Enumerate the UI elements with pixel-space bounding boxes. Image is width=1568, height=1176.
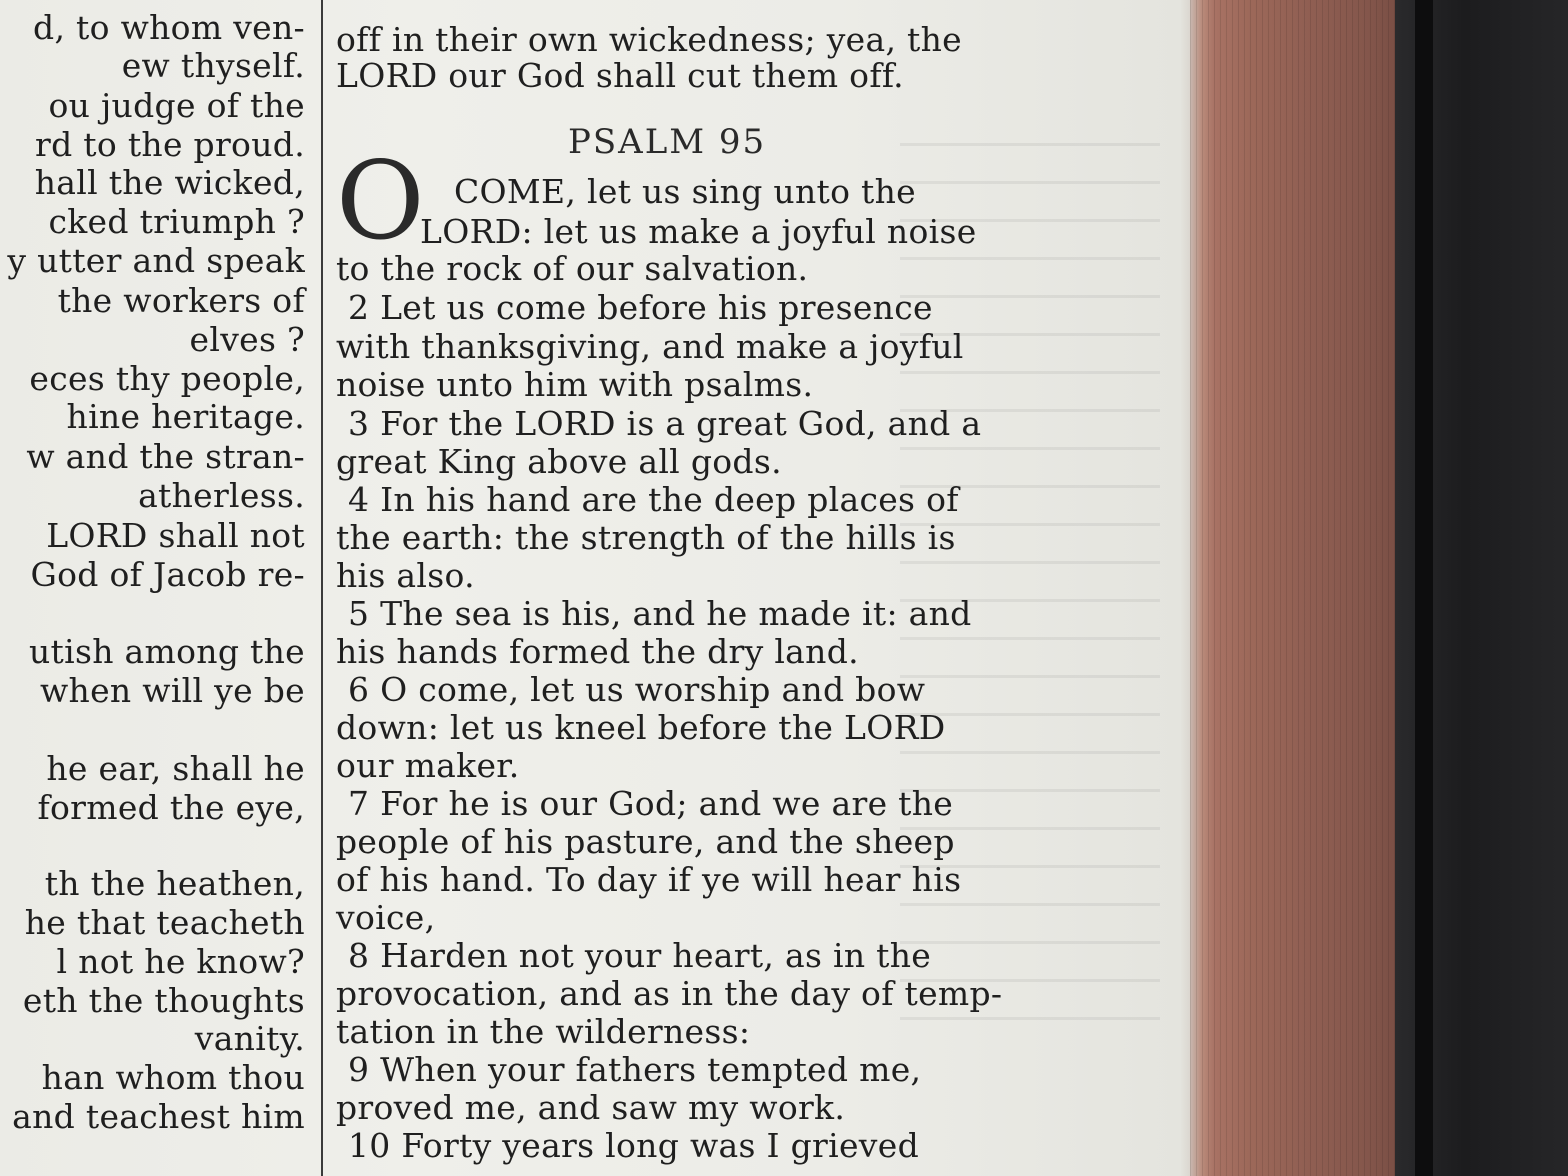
text-line: 9 When your fathers tempted me, [348,1050,922,1089]
text-line: cked triumph ? [48,202,305,241]
text-line: rd to the proud. [35,125,305,164]
text-line: 6 O come, let us worship and bow [348,670,926,709]
text-line: LORD shall not [46,516,305,555]
text-line: eth the thoughts [22,981,305,1020]
text-line: 4 In his hand are the deep places of [348,480,959,519]
text-line: to the rock of our salvation. [336,249,809,288]
text-line: he that teacheth [24,903,305,942]
text-line: hall the wicked, [34,163,305,202]
text-line: ew thyself. [121,46,305,85]
text-line: and teachest him [12,1097,305,1136]
text-line: when will ye be [40,671,305,710]
text-line: d, to whom ven- [33,8,305,47]
text-line: down: let us kneel before the LORD [336,708,946,747]
text-line: people of his pasture, and the sheep [336,822,955,861]
gilded-page-edges [1190,0,1395,1176]
text-line: eces thy people, [29,359,305,398]
text-line: the earth: the strength of the hills is [336,518,956,557]
text-line: th the heathen, [44,864,305,903]
text-line: the workers of [57,281,305,320]
text-line: han whom thou [41,1058,305,1097]
text-line: 8 Harden not your heart, as in the [348,936,932,975]
drop-cap: O [336,139,425,264]
text-line: LORD: let us make a joyful noise [420,212,977,251]
text-line: atherless. [138,476,305,515]
text-line: God of Jacob re- [30,555,305,594]
column-rule [321,0,323,1176]
text-line: voice, [336,898,436,937]
text-line: COME, let us sing unto the [454,172,917,211]
text-line: 3 For the LORD is a great God, and a [348,404,982,443]
text-line: noise unto him with psalms. [336,365,814,404]
text-line: 10 Forty years long was I grieved [348,1126,919,1165]
text-line: of his hand. To day if ye will hear his [336,860,962,899]
text-line: 2 Let us come before his presence [348,288,933,327]
text-line: he ear, shall he [46,749,305,788]
text-line: provocation, and as in the day of temp- [336,974,1003,1013]
text-line: y utter and speak [7,241,305,280]
text-line: vanity. [194,1019,305,1058]
text-line: elves ? [189,320,305,359]
text-line: great King above all gods. [336,442,782,481]
text-line: his hands formed the dry land. [336,632,859,671]
text-line: utish among the [29,632,305,671]
cover-gap [1415,0,1433,1176]
text-line: off in their own wickedness; yea, the [336,20,962,59]
text-line: formed the eye, [37,788,305,827]
text-line: our maker. [336,746,520,785]
text-line: his also. [336,556,475,595]
text-line: ou judge of the [48,86,305,125]
text-line: 7 For he is our God; and we are the [348,784,954,823]
text-line: LORD our God shall cut them off. [336,56,904,95]
text-line: hine heritage. [66,397,305,436]
text-line: with thanksgiving, and make a joyful [336,327,964,366]
text-line: w and the stran- [26,437,305,476]
text-line: l not he know? [56,942,305,981]
psalm-heading: PSALM 95 [568,122,767,162]
text-line: tation in the wilderness: [336,1012,751,1051]
text-line: 5 The sea is his, and he made it: and [348,594,972,633]
text-line: proved me, and saw my work. [336,1088,846,1127]
